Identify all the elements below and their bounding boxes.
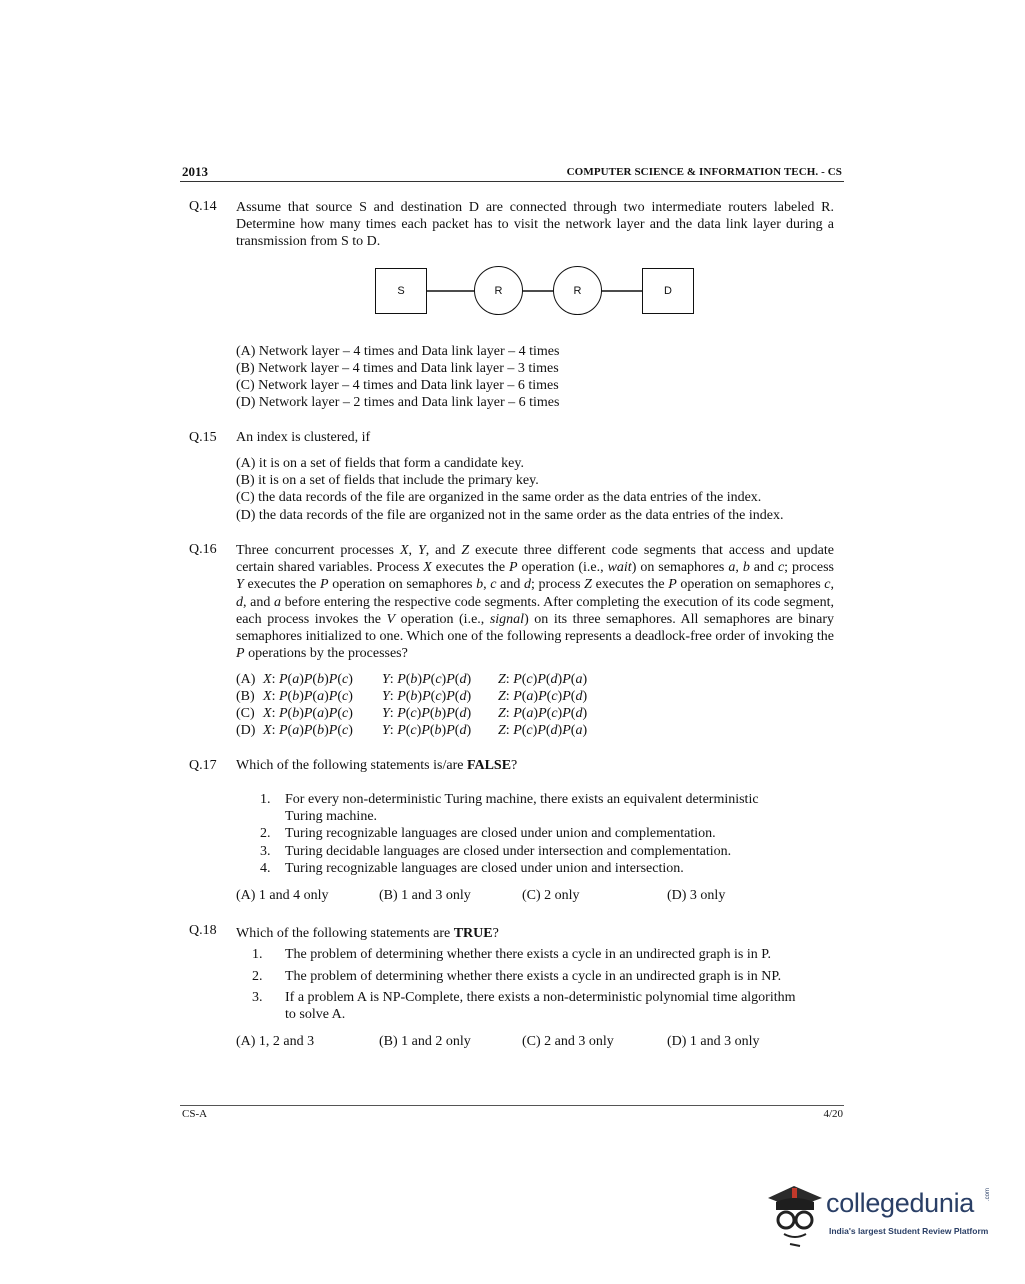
q16-text-segment: execute three different code segments that access and update certain shared variables. Process bbox=[236, 543, 835, 576]
q16-text-segment: , bbox=[408, 543, 418, 558]
header-rule bbox=[180, 181, 844, 182]
q16-text-segment: P bbox=[668, 577, 677, 593]
q16-text-segment: V bbox=[386, 611, 396, 627]
q16-text-segment: and bbox=[496, 577, 524, 593]
q17-statement-2: Turing recognizable languages are closed under union and complementation. bbox=[285, 826, 716, 841]
q16-text-segment: operation on semaphores bbox=[676, 577, 825, 593]
q16-text-segment: ; process bbox=[531, 577, 585, 593]
q16-text-segment: before entering the respective code segments. After completing the execution of its code segment, each process invokes the bbox=[236, 594, 834, 627]
q15-number: Q.15 bbox=[189, 430, 217, 445]
q16-text-segment: ; process bbox=[784, 560, 835, 576]
q16-text-segment: , bbox=[735, 560, 743, 576]
q18-option-a: (A) 1, 2 and 3 bbox=[236, 1034, 315, 1049]
q16-text-segment: , and bbox=[243, 594, 274, 610]
q17-option-a: (A) 1 and 4 only bbox=[236, 888, 329, 903]
q16-text-segment: d bbox=[236, 594, 243, 610]
q16-text-segment: P bbox=[236, 646, 245, 662]
q16-text-segment: P bbox=[509, 560, 518, 576]
q16-text-segment: Y bbox=[417, 543, 426, 558]
q18-option-d: (D) 1 and 3 only bbox=[667, 1034, 760, 1049]
q17-text: Which of the following statements is/are FALSE? bbox=[236, 758, 518, 773]
q16-option-label: (D) bbox=[236, 723, 256, 738]
q17-option-d: (D) 3 only bbox=[667, 888, 726, 903]
q17-option-b: (B) 1 and 3 only bbox=[379, 888, 471, 903]
q16-text-segment: signal bbox=[489, 611, 525, 627]
q16-text-segment: wait bbox=[607, 560, 632, 576]
q16-option-row bbox=[236, 723, 656, 740]
q16-option-x: X: P(b)P(a)P(c) bbox=[263, 706, 353, 721]
q15-option-b: (B) it is on a set of fields that include the primary key. bbox=[236, 473, 539, 488]
q16-text bbox=[236, 542, 834, 662]
q17-statement-3-number: 3. bbox=[260, 844, 271, 859]
footer-rule bbox=[180, 1105, 844, 1106]
collegedunia-mascot-icon bbox=[764, 1176, 826, 1248]
q16-option-row bbox=[236, 672, 656, 689]
q15-option-d: (D) the data records of the file are organized not in the same order as the data entries of the index. bbox=[236, 508, 784, 523]
destination-node: D bbox=[642, 268, 694, 314]
q16-option-y: Y: P(b)P(c)P(d) bbox=[382, 689, 472, 704]
q16-text-segment: X bbox=[423, 560, 432, 576]
q17-statement-3: Turing decidable languages are closed under intersection and complementation. bbox=[285, 844, 732, 859]
q16-text-segment: d bbox=[524, 577, 531, 593]
q17-statement-1: For every non-deterministic Turing machine, there exists an equivalent deterministic bbox=[285, 792, 759, 807]
q16-option-z: Z: P(a)P(c)P(d) bbox=[498, 689, 588, 704]
q14-text: Assume that source S and destination D are connected through two intermediate routers labeled R. Determine how many times each packet has to visit the network layer and the data link layer during a transmission from S to D. bbox=[236, 200, 834, 250]
q18-statement-1: The problem of determining whether there exists a cycle in an undirected graph is in P. bbox=[285, 947, 771, 962]
q18-option-c: (C) 2 and 3 only bbox=[522, 1034, 614, 1049]
q16-text-segment: Y bbox=[236, 577, 244, 593]
q16-text-segment: c bbox=[824, 577, 831, 593]
q14-option-b: (B) Network layer – 4 times and Data link layer – 3 times bbox=[236, 361, 559, 376]
q16-text-segment: c bbox=[777, 560, 785, 576]
q16-option-row bbox=[236, 689, 656, 706]
q16-text-segment: , bbox=[830, 577, 835, 593]
q16-option-label: (A) bbox=[236, 672, 256, 687]
q16-option-z: Z: P(c)P(d)P(a) bbox=[498, 672, 588, 687]
network-diagram bbox=[370, 262, 700, 322]
footer-page: 4/20 bbox=[823, 1108, 843, 1120]
q17-option-c: (C) 2 only bbox=[522, 888, 580, 903]
q14-option-c: (C) Network layer – 4 times and Data link layer – 6 times bbox=[236, 378, 559, 393]
q18-statement-3-number: 3. bbox=[252, 990, 263, 1005]
collegedunia-tagline: India's largest Student Review Platform bbox=[829, 1226, 989, 1236]
q15-option-c: (C) the data records of the file are organized in the same order as the data entries of the index. bbox=[236, 490, 762, 505]
q18-statement-2-number: 2. bbox=[252, 969, 263, 984]
q16-text-segment: executes the bbox=[591, 577, 669, 593]
q16-text-segment: a bbox=[728, 560, 736, 576]
q16-text-segment: executes the bbox=[431, 560, 509, 576]
q18-number: Q.18 bbox=[189, 923, 217, 938]
collegedunia-logo-text: collegedunia bbox=[826, 1188, 975, 1218]
q17-statement-1-cont: Turing machine. bbox=[285, 809, 378, 824]
q16-text-segment: and bbox=[749, 560, 778, 576]
q17-statement-4: Turing recognizable languages are closed under union and intersection. bbox=[285, 861, 684, 876]
q16-option-row bbox=[236, 706, 656, 723]
q16-text-segment: executes the bbox=[243, 577, 321, 593]
q16-text-segment: operation (i.e., bbox=[395, 611, 490, 627]
q16-option-label: (B) bbox=[236, 689, 255, 704]
q18-statement-3-cont: to solve A. bbox=[285, 1007, 346, 1022]
q15-option-a: (A) it is on a set of fields that form a candidate key. bbox=[236, 456, 524, 471]
q16-text-segment: Z bbox=[461, 543, 470, 558]
q18-statement-3: If a problem A is NP-Complete, there exists a non-deterministic polynomial time algorithm bbox=[285, 990, 796, 1005]
q16-text-segment: P bbox=[320, 577, 329, 593]
q14-number: Q.14 bbox=[189, 199, 217, 214]
q16-text-segment: ) on its three semaphores. All semaphores are binary semaphores initialized to one. Which one of the following represents a deadlock-free order of invoking the bbox=[236, 611, 834, 645]
q16-option-x: X: P(a)P(b)P(c) bbox=[263, 723, 353, 738]
q16-text-segment: X bbox=[399, 543, 409, 558]
q17-statement-2-number: 2. bbox=[260, 826, 271, 841]
q16-option-label: (C) bbox=[236, 706, 255, 721]
q17-statement-4-number: 4. bbox=[260, 861, 271, 876]
q16-text-segment: operations by the processes? bbox=[244, 646, 408, 662]
q16-text-segment: Three concurrent processes bbox=[236, 543, 400, 558]
q17-statement-1-number: 1. bbox=[260, 792, 271, 807]
q18-option-b: (B) 1 and 2 only bbox=[379, 1034, 471, 1049]
q18-statement-2: The problem of determining whether there exists a cycle in an undirected graph is in NP. bbox=[285, 969, 782, 984]
q17-number: Q.17 bbox=[189, 758, 217, 773]
q18-text: Which of the following statements are TRUE? bbox=[236, 926, 499, 941]
q16-option-z: Z: P(c)P(d)P(a) bbox=[498, 723, 588, 738]
q16-option-y: Y: P(c)P(b)P(d) bbox=[382, 706, 472, 721]
q16-text-segment: c bbox=[490, 577, 497, 593]
q16-option-y: Y: P(c)P(b)P(d) bbox=[382, 723, 472, 738]
q16-text-segment: ) on semaphores bbox=[631, 560, 729, 576]
q16-text-segment: , and bbox=[425, 543, 462, 558]
q16-option-y: Y: P(b)P(c)P(d) bbox=[382, 672, 472, 687]
q16-option-x: X: P(b)P(a)P(c) bbox=[263, 689, 353, 704]
q14-option-d: (D) Network layer – 2 times and Data link layer – 6 times bbox=[236, 395, 560, 410]
q16-text-segment: operation (i.e., bbox=[517, 560, 608, 576]
q16-text-segment: Z bbox=[584, 577, 592, 593]
q16-text-segment: b bbox=[476, 577, 484, 593]
source-node: S bbox=[375, 268, 427, 314]
router-node-1: R bbox=[474, 266, 523, 315]
footer-code: CS-A bbox=[182, 1108, 208, 1120]
q16-number: Q.16 bbox=[189, 542, 217, 557]
q18-statement-1-number: 1. bbox=[252, 947, 263, 962]
q16-option-x: X: P(a)P(b)P(c) bbox=[263, 672, 353, 687]
header-year: 2013 bbox=[182, 164, 208, 179]
q16-text-segment: b bbox=[742, 560, 750, 576]
q14-option-a: (A) Network layer – 4 times and Data link layer – 4 times bbox=[236, 344, 560, 359]
q15-text: An index is clustered, if bbox=[236, 430, 371, 445]
collegedunia-logo-com: .com bbox=[985, 1187, 991, 1201]
header-subject: COMPUTER SCIENCE & INFORMATION TECH. - CS bbox=[566, 166, 842, 178]
router-node-2: R bbox=[553, 266, 602, 315]
q16-text-segment: operation on semaphores bbox=[328, 577, 477, 593]
q16-option-z: Z: P(a)P(c)P(d) bbox=[498, 706, 588, 721]
q16-text-segment: , bbox=[483, 577, 491, 593]
q16-text-segment: a bbox=[273, 594, 281, 610]
